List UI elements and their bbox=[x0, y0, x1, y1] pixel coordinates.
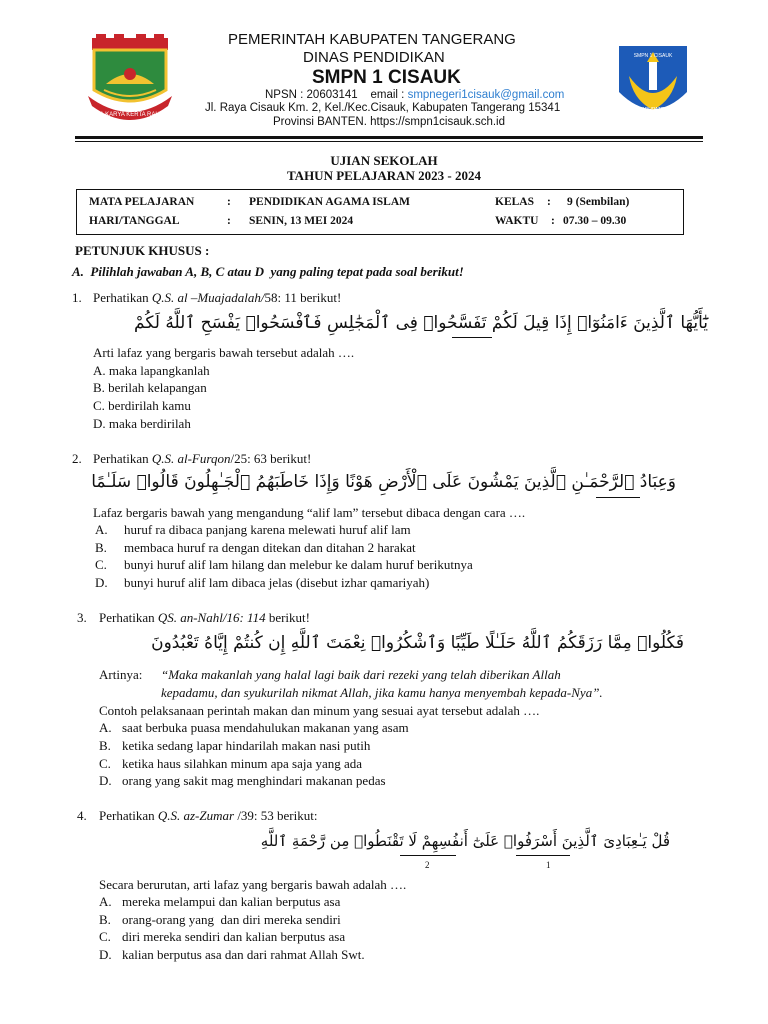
question-4-number: 4. bbox=[77, 808, 87, 823]
question-2-option-d[interactable]: bunyi huruf alif lam dibaca jelas (disebut izhar qamariyah) bbox=[124, 575, 430, 590]
intro-text: Perhatikan bbox=[99, 610, 158, 625]
waktu-value: 07.30 – 09.30 bbox=[563, 215, 627, 227]
question-1-option-a[interactable]: A. maka lapangkanlah bbox=[93, 363, 210, 378]
kop-school-name: SMPN 1 CISAUK bbox=[312, 67, 461, 88]
question-4-option-a-letter: A. bbox=[99, 894, 112, 909]
question-1-arabic-verse: يَٰٓأَيُّهَا ٱلَّذِينَ ءَامَنُوٓا۟ إِذَا قِيلَ لَكُمْ تَفَسَّحُوا۟ فِى ٱلْمَجَٰلِسِ فَٱفْسَحُوا۟ يَفْسَحِ ٱللَّهُ لَكُمْ bbox=[134, 313, 708, 333]
question-1-option-c[interactable]: C. berdirilah kamu bbox=[93, 398, 191, 413]
artinya-label: Artinya: bbox=[99, 667, 143, 682]
underline-marker-2: 2 bbox=[425, 860, 430, 870]
question-2-option-b[interactable]: membaca huruf ra dengan ditekan dan ditahan 2 harakat bbox=[124, 540, 416, 555]
tangerang-regency-emblem bbox=[84, 34, 176, 126]
waktu-label: WAKTU bbox=[495, 215, 539, 227]
hari-value: SENIN, 13 MEI 2024 bbox=[249, 215, 354, 227]
question-2-number: 2. bbox=[72, 451, 82, 466]
question-2-option-c[interactable]: bunyi huruf alif lam hilang dan melebur ke dalam huruf berikutnya bbox=[124, 557, 473, 572]
question-3-intro bbox=[99, 610, 310, 626]
school-emblem bbox=[615, 40, 691, 124]
arabic-underline bbox=[452, 337, 492, 338]
question-2-option-a[interactable]: huruf ra dibaca panjang karena melewati huruf alif lam bbox=[124, 522, 411, 537]
kop-address: Jl. Raya Cisauk Km. 2, Kel./Kec.Cisauk, Kabupaten Tangerang 15341 bbox=[205, 102, 561, 114]
question-2-intro bbox=[93, 451, 311, 467]
surah-reference: Q.S. al –Muajadalah/ bbox=[151, 290, 265, 305]
question-4-intro bbox=[99, 808, 317, 824]
petunjuk-heading: PETUNJUK KHUSUS : bbox=[75, 243, 210, 258]
question-3-arabic-verse: فَكُلُوا۟ مِمَّا رَزَقَكُمُ ٱللَّهُ حَلَـٰلًا طَيِّبًا وَٱشْكُرُوا۟ نِعْمَتَ ٱللَّهِ إِن كُنتُمْ إِيَّاهُ تَعْبُدُونَ bbox=[151, 633, 684, 653]
question-1-number: 1. bbox=[72, 290, 82, 305]
surah-reference: QS. an-Nahl/16: 114 bbox=[157, 610, 266, 625]
question-3-option-c-letter: C. bbox=[99, 756, 111, 771]
artinya-line-1: “Maka makanlah yang halal lagi baik dari rezeki yang telah diberikan Allah bbox=[161, 667, 561, 682]
question-4-option-c-letter: C. bbox=[99, 929, 111, 944]
question-2-option-b-letter: B. bbox=[95, 540, 107, 555]
question-3-option-b[interactable]: ketika sedang lapar hindarilah makan nasi putih bbox=[122, 738, 371, 753]
question-2-text: Lafaz bergaris bawah yang mengandung “alif lam” tersebut dibaca dengan cara …. bbox=[93, 505, 526, 520]
intro-text: /25: 63 berikut! bbox=[230, 451, 312, 466]
exam-info-box bbox=[76, 189, 684, 235]
arabic-underline bbox=[596, 497, 640, 498]
logo-banner-text: SATYA KARYA KERTA RAHARJA bbox=[84, 112, 176, 118]
question-1-option-d[interactable]: D. maka berdirilah bbox=[93, 416, 191, 431]
kop-divider-thick bbox=[75, 136, 703, 139]
npsn-text: NPSN : 20603141 email : bbox=[265, 89, 408, 101]
question-3-option-b-letter: B. bbox=[99, 738, 111, 753]
question-3-option-a-letter: A. bbox=[99, 720, 112, 735]
kelas-colon: : bbox=[547, 196, 551, 208]
surah-reference: Q.S. al-Furqon bbox=[151, 451, 231, 466]
intro-text: /39: 53 berikut: bbox=[237, 808, 318, 823]
hari-label: HARI/TANGGAL bbox=[89, 215, 180, 227]
kop-government: PEMERINTAH KABUPATEN TANGERANG bbox=[228, 31, 516, 48]
instruction-text: A. Pilihlah jawaban A, B, C atau D yang paling tepat pada soal berikut! bbox=[72, 264, 464, 279]
left-logo bbox=[84, 34, 176, 126]
question-2-option-a-letter: A. bbox=[95, 522, 108, 537]
mapel-colon: : bbox=[227, 196, 231, 208]
question-3-option-c[interactable]: ketika haus silahkan minum apa saja yang ada bbox=[122, 756, 363, 771]
question-1-intro bbox=[93, 290, 341, 306]
underline-marker-1: 1 bbox=[546, 860, 551, 870]
arabic-underline-2 bbox=[400, 855, 456, 856]
exam-year: TAHUN PELAJARAN 2023 - 2024 bbox=[286, 168, 482, 183]
kop-divider-thin bbox=[75, 141, 703, 142]
kop-npsn-email bbox=[265, 89, 564, 101]
question-1-text: Arti lafaz yang bergaris bawah tersebut adalah …. bbox=[93, 345, 355, 360]
question-3-number: 3. bbox=[77, 610, 87, 625]
surah-reference: Q.S. az-Zumar bbox=[157, 808, 238, 823]
question-4-option-b-letter: B. bbox=[99, 912, 111, 927]
intro-text: Perhatikan bbox=[99, 808, 158, 823]
exam-title: UJIAN SEKOLAH bbox=[330, 153, 438, 168]
hari-colon: : bbox=[227, 215, 231, 227]
waktu-colon: : bbox=[551, 215, 555, 227]
email-link[interactable]: smpnegeri1cisauk@gmail.com bbox=[407, 89, 565, 101]
artinya-line-2: kepadamu, dan syukurilah nikmat Allah, jika kamu hanya menyembah kepada-Nya”. bbox=[161, 685, 603, 700]
question-3-option-d-letter: D. bbox=[99, 773, 112, 788]
question-4-option-b[interactable]: orang-orang yang dan diri mereka sendiri bbox=[122, 912, 341, 927]
intro-text: Perhatikan bbox=[93, 451, 152, 466]
question-2-arabic-verse: وَعِبَادُ ٱلرَّحْمَـٰنِ ٱلَّذِينَ يَمْشُونَ عَلَى ٱلْأَرْضِ هَوْنًا وَإِذَا خَاطَبَهُمُ ٱلْجَـٰهِلُونَ قَالُوا۟ سَلَـٰمًا bbox=[91, 472, 676, 492]
intro-text: Perhatikan bbox=[93, 290, 152, 305]
question-3-option-a[interactable]: saat berbuka puasa mendahulukan makanan yang asam bbox=[122, 720, 409, 735]
kop-province-website: Provinsi BANTEN. https://smpn1cisauk.sch.id bbox=[273, 116, 505, 128]
question-4-option-d[interactable]: kalian berputus asa dan dari rahmat Allah Swt. bbox=[122, 947, 365, 962]
question-4-option-a[interactable]: mereka melampui dan kalian berputus asa bbox=[122, 894, 341, 909]
arabic-underline-1 bbox=[516, 855, 570, 856]
logo-top-text: SMPN 1 CISAUK bbox=[633, 53, 673, 59]
intro-text: berikut! bbox=[265, 610, 310, 625]
logo-bottom-text-1: KABUPATEN bbox=[638, 107, 668, 113]
question-3-option-d[interactable]: orang yang sakit mag menghindari makanan pedas bbox=[122, 773, 386, 788]
question-4-option-d-letter: D. bbox=[99, 947, 112, 962]
question-2-option-c-letter: C. bbox=[95, 557, 107, 572]
logo-bottom-text-2: TANGERANG bbox=[637, 113, 669, 119]
question-4-text: Secara berurutan, arti lafaz yang bergaris bawah adalah …. bbox=[99, 877, 407, 892]
mapel-value: PENDIDIKAN AGAMA ISLAM bbox=[249, 196, 411, 208]
kop-department: DINAS PENDIDIKAN bbox=[303, 49, 445, 66]
mapel-label: MATA PELAJARAN bbox=[89, 196, 195, 208]
question-3-text: Contoh pelaksanaan perintah makan dan minum yang sesuai ayat tersebut adalah …. bbox=[99, 703, 540, 718]
question-1-option-b[interactable]: B. berilah kelapangan bbox=[93, 380, 207, 395]
question-4-arabic-verse: قُلْ يَـٰعِبَادِىَ ٱلَّذِينَ أَسْرَفُوا۟ عَلَىٰٓ أَنفُسِهِمْ لَا تَقْنَطُوا۟ مِن رَّحْمَةِ ٱللَّهِ bbox=[260, 832, 670, 850]
kelas-label: KELAS bbox=[495, 196, 534, 208]
question-4-option-c[interactable]: diri mereka sendiri dan kalian berputus asa bbox=[122, 929, 346, 944]
right-logo bbox=[615, 40, 691, 124]
kelas-value: 9 (Sembilan) bbox=[567, 196, 630, 208]
intro-text: 58: 11 berikut! bbox=[264, 290, 342, 305]
question-2-option-d-letter: D. bbox=[95, 575, 108, 590]
